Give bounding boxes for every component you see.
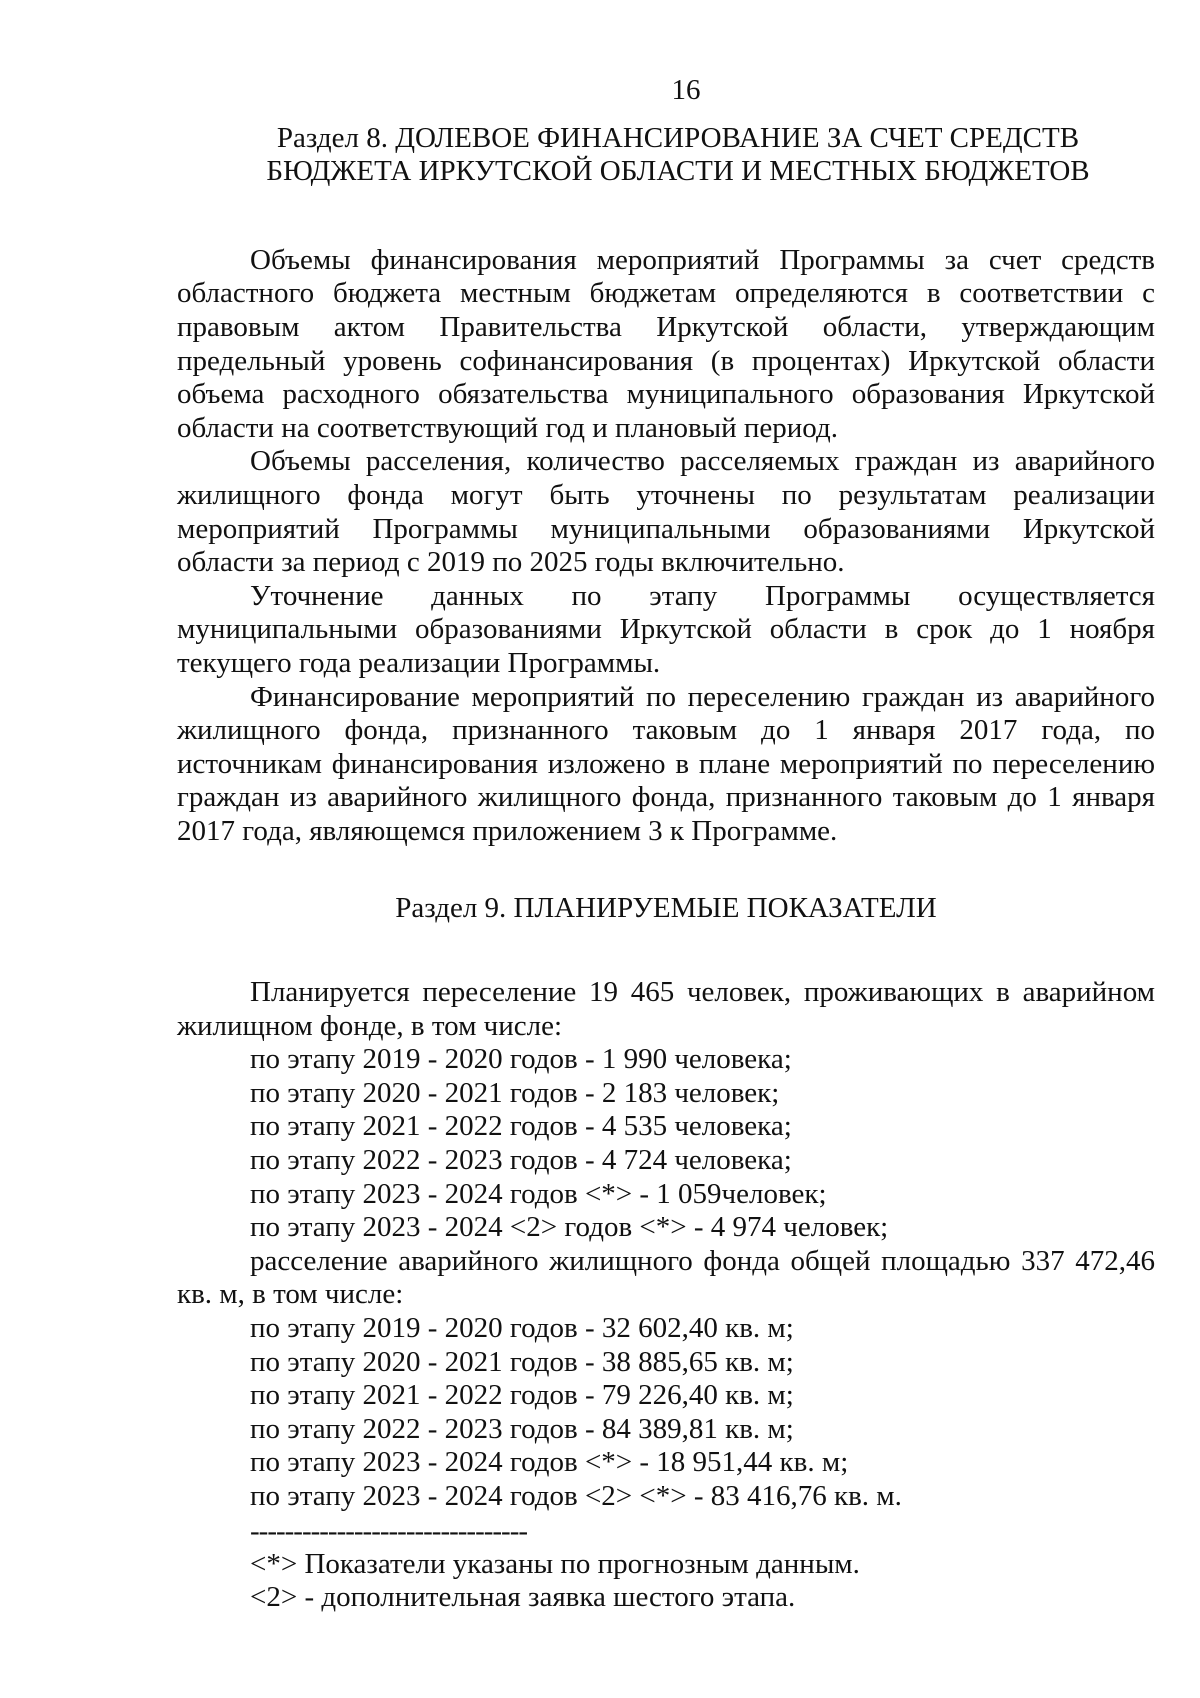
people-stage-item: по этапу 2022 - 2023 годов - 4 724 человека;	[250, 1144, 792, 1177]
section-8-heading	[177, 122, 1155, 189]
people-stage-item: по этапу 2021 - 2022 годов - 4 535 человека;	[250, 1110, 792, 1143]
section-8-paragraph: Объемы финансирования мероприятий Программы за счет средств областного бюджета местным бюджетам определяются в соответствии с правовым актом Правительства Иркутской области, утверждающим предельный уровень софинансирования (в процентах) Иркутской области объема расходного обязательства муниципального образования Иркутской области на соответствующий год и плановый период.	[177, 243, 1155, 444]
area-stage-item: по этапу 2023 - 2024 годов <2> <*> - 83 416,76 кв. м.	[250, 1479, 902, 1512]
footnote-forecast: <*> Показатели указаны по прогнозным данным.	[250, 1547, 860, 1580]
section-9-heading: Раздел 9. ПЛАНИРУЕМЫЕ ПОКАЗАТЕЛИ	[395, 892, 937, 925]
area-stage-item: по этапу 2022 - 2023 годов - 84 389,81 кв. м;	[250, 1412, 794, 1445]
section-9-intro: Планируется переселение 19 465 человек, проживающих в аварийном жилищном фонде, в том числе:	[177, 976, 1155, 1042]
area-stage-item: по этапу 2021 - 2022 годов - 79 226,40 кв. м;	[250, 1379, 794, 1412]
section-8-title-line-1: Раздел 8. ДОЛЕВОЕ ФИНАНСИРОВАНИЕ ЗА СЧЕТ СРЕДСТВ	[276, 121, 1080, 154]
area-stage-item: по этапу 2023 - 2024 годов <*> - 18 951,44 кв. м;	[250, 1446, 849, 1479]
document-page	[177, 74, 1155, 1615]
people-stage-item: по этапу 2023 - 2024 годов <*> - 1 059человек;	[250, 1177, 827, 1210]
section-8-paragraph: Уточнение данных по этапу Программы осуществляется муниципальными образованиями Иркутской области в срок до 1 ноября текущего года реализации Программы.	[177, 579, 1155, 679]
people-stage-item: по этапу 2020 - 2021 годов - 2 183 человек;	[250, 1076, 780, 1109]
footnote-additional-request: <2> - дополнительная заявка шестого этапа.	[250, 1581, 796, 1614]
section-8-title-line-2: БЮДЖЕТА ИРКУТСКОЙ ОБЛАСТИ И МЕСТНЫХ БЮДЖЕТОВ	[266, 155, 1090, 188]
section-8-paragraph: Финансирование мероприятий по переселению граждан из аварийного жилищного фонда, признанного таковым до 1 января 2017 года, по источникам финансирования изложено в плане мероприятий по переселению граждан из аварийного жилищного фонда, признанного таковым до 1 января 2017 года, являющемся приложением 3 к Программе.	[177, 680, 1155, 847]
footnote-separator: --------------------------------	[250, 1514, 528, 1547]
people-stage-item: по этапу 2019 - 2020 годов - 1 990 человека;	[250, 1043, 792, 1076]
people-stage-item: по этапу 2023 - 2024 <2> годов <*> - 4 974 человек;	[250, 1211, 889, 1244]
area-intro: расселение аварийного жилищного фонда общей площадью 337 472,46 кв. м, в том числе:	[177, 1244, 1155, 1311]
page-number: 16	[671, 74, 701, 106]
area-stage-item: по этапу 2020 - 2021 годов - 38 885,65 кв. м;	[250, 1345, 794, 1378]
area-stage-item: по этапу 2019 - 2020 годов - 32 602,40 кв. м;	[250, 1312, 794, 1344]
section-8-paragraph: Объемы расселения, количество расселяемых граждан из аварийного жилищного фонда могут быть уточнены по результатам реализации мероприятий Программы муниципальными образованиями Иркутской области за период с 2019 по 2025 годы включительно.	[177, 445, 1155, 579]
